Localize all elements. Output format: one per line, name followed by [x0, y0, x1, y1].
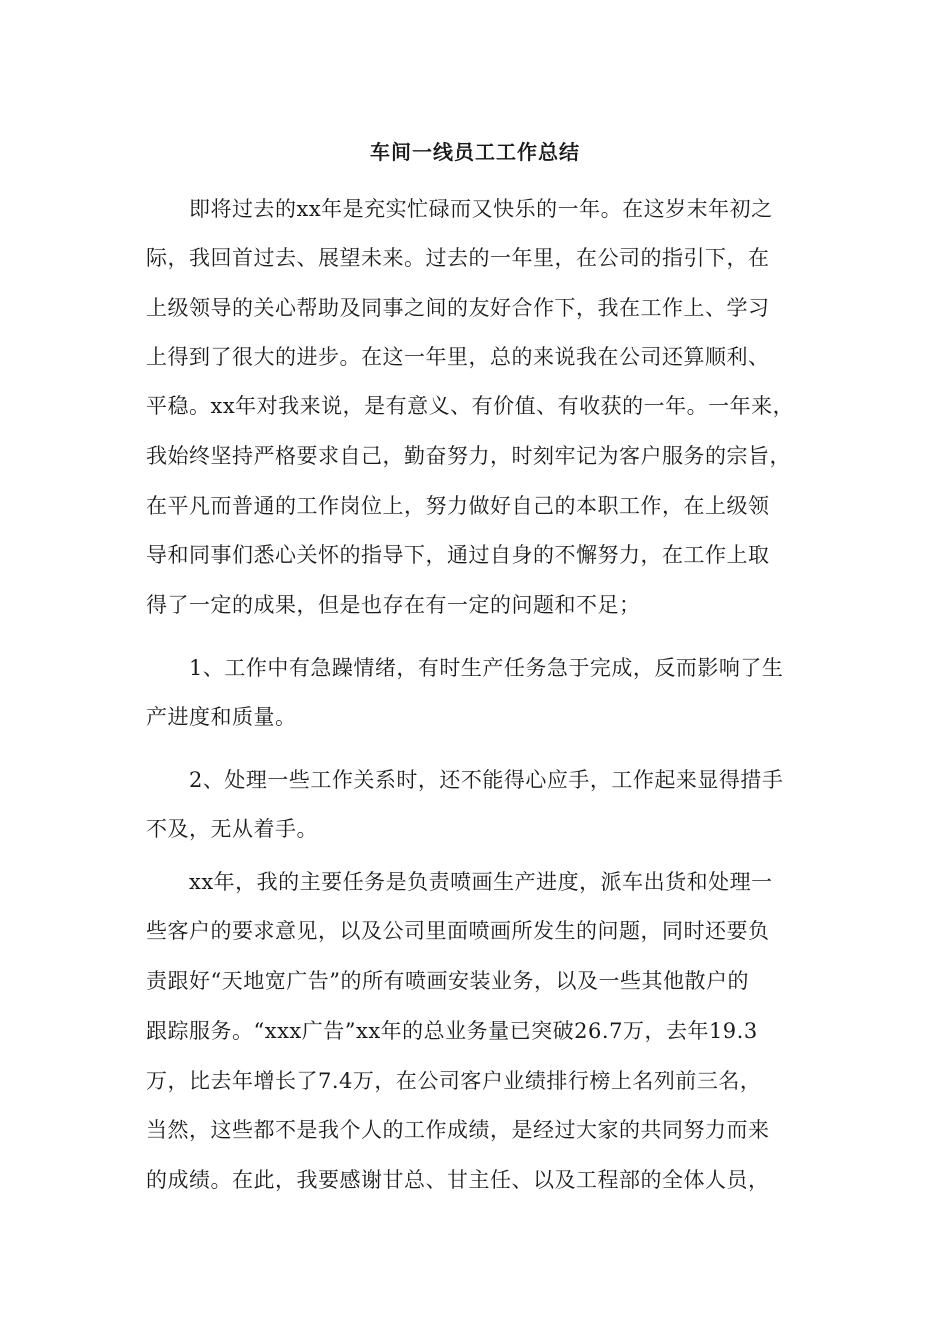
- document-title: 车间一线员工工作总结: [370, 140, 580, 164]
- list-item-line: 1、工作中有急躁情绪，有时生产任务急于完成，反而影响了生: [189, 656, 784, 680]
- paragraph-line: 上得到了很大的进步。在这一年里，总的来说我在公司还算顺利、: [146, 345, 770, 369]
- paragraph-line: 际，我回首过去、展望未来。过去的一年里，在公司的指引下，在: [146, 246, 770, 270]
- paragraph-line: 得了一定的成果，但是也存在有一定的问题和不足；: [146, 593, 641, 617]
- paragraph-line: 的成绩。在此，我要感谢甘总、甘主任、以及工程部的全体人员，: [146, 1168, 770, 1192]
- list-item-line: 2、处理一些工作关系时，还不能得心应手，工作起来显得措手: [189, 768, 784, 792]
- paragraph-line: 我始终坚持严格要求自己，勤奋努力，时刻牢记为客户服务的宗旨，: [146, 444, 791, 468]
- list-item-line: 不及，无从着手。: [146, 817, 318, 841]
- paragraph-line: 平稳。xx年对我来说，是有意义、有价值、有收获的一年。一年来，: [146, 394, 795, 418]
- paragraph-line: 即将过去的xx年是充实忙碌而又快乐的一年。在这岁末年初之: [189, 197, 773, 221]
- paragraph-line: 上级领导的关心帮助及同事之间的友好合作下，我在工作上、学习: [146, 296, 770, 320]
- list-item-line: 产进度和质量。: [146, 705, 297, 729]
- paragraph-line: 跟踪服务。“xxx广告”xx年的总业务量已突破26.7万，去年19.3: [146, 1019, 758, 1043]
- paragraph-line: 在平凡而普通的工作岗位上，努力做好自己的本职工作，在上级领: [146, 494, 770, 518]
- paragraph-line: 些客户的要求意见，以及公司里面喷画所发生的问题，同时还要负: [146, 919, 770, 943]
- paragraph-line: 当然，这些都不是我个人的工作成绩，是经过大家的共同努力而来: [146, 1118, 770, 1142]
- paragraph-line: 导和同事们悉心关怀的指导下，通过自身的不懈努力，在工作上取: [146, 543, 770, 567]
- paragraph-line: 万，比去年增长了7.4万，在公司客户业绩排行榜上名列前三名，: [146, 1069, 762, 1093]
- paragraph-line: 责跟好“天地宽广告”的所有喷画安装业务，以及一些其他散户的: [146, 969, 749, 993]
- paragraph-line: xx年，我的主要任务是负责喷画生产进度，派车出货和处理一: [189, 870, 773, 894]
